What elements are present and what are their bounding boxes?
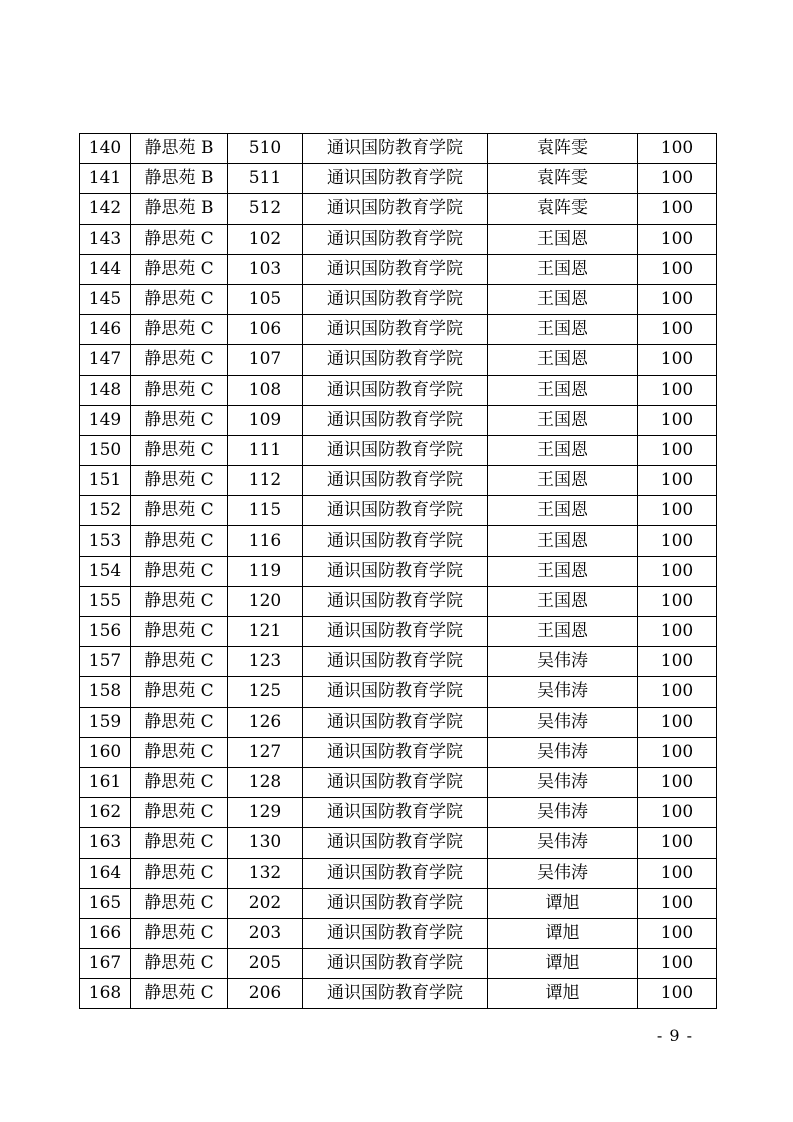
table-row	[80, 556, 717, 586]
person-cell: 王国恩	[488, 284, 638, 314]
college-cell: 通识国防教育学院	[303, 194, 488, 224]
room-number-cell: 203	[228, 918, 303, 948]
row-index-cell: 145	[80, 284, 131, 314]
person-cell: 吴伟涛	[488, 737, 638, 767]
score-cell: 100	[638, 767, 717, 797]
table-row	[80, 949, 717, 979]
row-index-cell: 164	[80, 858, 131, 888]
table-row	[80, 496, 717, 526]
row-index-cell: 157	[80, 647, 131, 677]
row-index-cell: 159	[80, 707, 131, 737]
college-cell: 通识国防教育学院	[303, 888, 488, 918]
person-cell: 王国恩	[488, 224, 638, 254]
building-cell: 静思苑 C	[131, 798, 228, 828]
college-cell: 通识国防教育学院	[303, 979, 488, 1009]
college-cell: 通识国防教育学院	[303, 345, 488, 375]
room-number-cell: 116	[228, 526, 303, 556]
table-row	[80, 888, 717, 918]
building-cell: 静思苑 C	[131, 284, 228, 314]
college-cell: 通识国防教育学院	[303, 617, 488, 647]
person-cell: 袁阵雯	[488, 164, 638, 194]
building-cell: 静思苑 C	[131, 224, 228, 254]
room-number-cell: 202	[228, 888, 303, 918]
row-index-cell: 158	[80, 677, 131, 707]
score-cell: 100	[638, 647, 717, 677]
row-index-cell: 149	[80, 405, 131, 435]
score-cell: 100	[638, 556, 717, 586]
room-number-cell: 112	[228, 466, 303, 496]
building-cell: 静思苑 C	[131, 254, 228, 284]
row-index-cell: 166	[80, 918, 131, 948]
person-cell: 谭旭	[488, 888, 638, 918]
table-body	[80, 134, 717, 1009]
row-index-cell: 161	[80, 767, 131, 797]
table-row	[80, 798, 717, 828]
score-cell: 100	[638, 435, 717, 465]
row-index-cell: 150	[80, 435, 131, 465]
score-cell: 100	[638, 134, 717, 164]
row-index-cell: 148	[80, 375, 131, 405]
score-cell: 100	[638, 375, 717, 405]
score-cell: 100	[638, 224, 717, 254]
college-cell: 通识国防教育学院	[303, 858, 488, 888]
room-number-cell: 102	[228, 224, 303, 254]
person-cell: 袁阵雯	[488, 194, 638, 224]
table-row	[80, 345, 717, 375]
college-cell: 通识国防教育学院	[303, 586, 488, 616]
score-cell: 100	[638, 526, 717, 556]
table-row	[80, 918, 717, 948]
person-cell: 吴伟涛	[488, 647, 638, 677]
table-row	[80, 647, 717, 677]
score-cell: 100	[638, 284, 717, 314]
room-number-cell: 120	[228, 586, 303, 616]
college-cell: 通识国防教育学院	[303, 496, 488, 526]
building-cell: 静思苑 C	[131, 617, 228, 647]
building-cell: 静思苑 C	[131, 345, 228, 375]
building-cell: 静思苑 C	[131, 949, 228, 979]
score-cell: 100	[638, 254, 717, 284]
building-cell: 静思苑 C	[131, 828, 228, 858]
table-row	[80, 375, 717, 405]
score-cell: 100	[638, 164, 717, 194]
room-number-cell: 111	[228, 435, 303, 465]
row-index-cell: 154	[80, 556, 131, 586]
row-index-cell: 165	[80, 888, 131, 918]
building-cell: 静思苑 C	[131, 647, 228, 677]
college-cell: 通识国防教育学院	[303, 224, 488, 254]
person-cell: 王国恩	[488, 617, 638, 647]
college-cell: 通识国防教育学院	[303, 798, 488, 828]
person-cell: 王国恩	[488, 345, 638, 375]
room-number-cell: 121	[228, 617, 303, 647]
score-cell: 100	[638, 586, 717, 616]
table-row	[80, 405, 717, 435]
score-cell: 100	[638, 918, 717, 948]
row-index-cell: 144	[80, 254, 131, 284]
score-cell: 100	[638, 828, 717, 858]
building-cell: 静思苑 C	[131, 979, 228, 1009]
college-cell: 通识国防教育学院	[303, 918, 488, 948]
building-cell: 静思苑 C	[131, 707, 228, 737]
college-cell: 通识国防教育学院	[303, 134, 488, 164]
table-row	[80, 254, 717, 284]
row-index-cell: 147	[80, 345, 131, 375]
person-cell: 袁阵雯	[488, 134, 638, 164]
person-cell: 王国恩	[488, 586, 638, 616]
college-cell: 通识国防教育学院	[303, 677, 488, 707]
table-row	[80, 586, 717, 616]
room-number-cell: 119	[228, 556, 303, 586]
person-cell: 王国恩	[488, 435, 638, 465]
person-cell: 王国恩	[488, 315, 638, 345]
college-cell: 通识国防教育学院	[303, 828, 488, 858]
score-cell: 100	[638, 798, 717, 828]
person-cell: 吴伟涛	[488, 858, 638, 888]
person-cell: 吴伟涛	[488, 707, 638, 737]
row-index-cell: 167	[80, 949, 131, 979]
building-cell: 静思苑 C	[131, 918, 228, 948]
row-index-cell: 168	[80, 979, 131, 1009]
row-index-cell: 152	[80, 496, 131, 526]
room-number-cell: 130	[228, 828, 303, 858]
row-index-cell: 160	[80, 737, 131, 767]
person-cell: 吴伟涛	[488, 677, 638, 707]
college-cell: 通识国防教育学院	[303, 164, 488, 194]
score-cell: 100	[638, 707, 717, 737]
person-cell: 吴伟涛	[488, 798, 638, 828]
room-number-cell: 109	[228, 405, 303, 435]
college-cell: 通识国防教育学院	[303, 526, 488, 556]
room-number-cell: 115	[228, 496, 303, 526]
person-cell: 王国恩	[488, 526, 638, 556]
score-cell: 100	[638, 617, 717, 647]
score-cell: 100	[638, 315, 717, 345]
score-cell: 100	[638, 345, 717, 375]
person-cell: 吴伟涛	[488, 828, 638, 858]
row-index-cell: 156	[80, 617, 131, 647]
person-cell: 王国恩	[488, 375, 638, 405]
building-cell: 静思苑 C	[131, 405, 228, 435]
college-cell: 通识国防教育学院	[303, 737, 488, 767]
person-cell: 王国恩	[488, 405, 638, 435]
college-cell: 通识国防教育学院	[303, 767, 488, 797]
data-table	[79, 133, 717, 1009]
score-cell: 100	[638, 979, 717, 1009]
row-index-cell: 163	[80, 828, 131, 858]
building-cell: 静思苑 C	[131, 496, 228, 526]
building-cell: 静思苑 C	[131, 375, 228, 405]
room-number-cell: 206	[228, 979, 303, 1009]
building-cell: 静思苑 C	[131, 556, 228, 586]
person-cell: 谭旭	[488, 918, 638, 948]
college-cell: 通识国防教育学院	[303, 405, 488, 435]
building-cell: 静思苑 C	[131, 888, 228, 918]
table-row	[80, 466, 717, 496]
room-number-cell: 103	[228, 254, 303, 284]
college-cell: 通识国防教育学院	[303, 707, 488, 737]
building-cell: 静思苑 C	[131, 526, 228, 556]
room-number-cell: 129	[228, 798, 303, 828]
row-index-cell: 142	[80, 194, 131, 224]
person-cell: 谭旭	[488, 949, 638, 979]
row-index-cell: 141	[80, 164, 131, 194]
college-cell: 通识国防教育学院	[303, 435, 488, 465]
table-row	[80, 526, 717, 556]
table-row	[80, 828, 717, 858]
college-cell: 通识国防教育学院	[303, 949, 488, 979]
score-cell: 100	[638, 737, 717, 767]
college-cell: 通识国防教育学院	[303, 315, 488, 345]
table-row	[80, 858, 717, 888]
room-number-cell: 126	[228, 707, 303, 737]
building-cell: 静思苑 C	[131, 315, 228, 345]
row-index-cell: 151	[80, 466, 131, 496]
building-cell: 静思苑 B	[131, 164, 228, 194]
score-cell: 100	[638, 858, 717, 888]
score-cell: 100	[638, 949, 717, 979]
building-cell: 静思苑 B	[131, 134, 228, 164]
table-row	[80, 435, 717, 465]
table-row	[80, 767, 717, 797]
building-cell: 静思苑 C	[131, 435, 228, 465]
college-cell: 通识国防教育学院	[303, 647, 488, 677]
row-index-cell: 155	[80, 586, 131, 616]
room-number-cell: 132	[228, 858, 303, 888]
person-cell: 王国恩	[488, 496, 638, 526]
room-number-cell: 127	[228, 737, 303, 767]
room-number-cell: 510	[228, 134, 303, 164]
table-row	[80, 284, 717, 314]
building-cell: 静思苑 C	[131, 677, 228, 707]
score-cell: 100	[638, 888, 717, 918]
person-cell: 王国恩	[488, 254, 638, 284]
college-cell: 通识国防教育学院	[303, 556, 488, 586]
table-row	[80, 737, 717, 767]
building-cell: 静思苑 C	[131, 737, 228, 767]
table-row	[80, 707, 717, 737]
score-cell: 100	[638, 496, 717, 526]
college-cell: 通识国防教育学院	[303, 284, 488, 314]
table-row	[80, 677, 717, 707]
table-row	[80, 224, 717, 254]
person-cell: 吴伟涛	[488, 767, 638, 797]
score-cell: 100	[638, 194, 717, 224]
row-index-cell: 143	[80, 224, 131, 254]
building-cell: 静思苑 C	[131, 858, 228, 888]
row-index-cell: 153	[80, 526, 131, 556]
room-number-cell: 128	[228, 767, 303, 797]
college-cell: 通识国防教育学院	[303, 375, 488, 405]
room-number-cell: 105	[228, 284, 303, 314]
table-row	[80, 979, 717, 1009]
room-number-cell: 511	[228, 164, 303, 194]
score-cell: 100	[638, 466, 717, 496]
table-row	[80, 617, 717, 647]
table-row	[80, 315, 717, 345]
building-cell: 静思苑 B	[131, 194, 228, 224]
room-number-cell: 106	[228, 315, 303, 345]
room-number-cell: 123	[228, 647, 303, 677]
row-index-cell: 140	[80, 134, 131, 164]
college-cell: 通识国防教育学院	[303, 466, 488, 496]
building-cell: 静思苑 C	[131, 767, 228, 797]
row-index-cell: 146	[80, 315, 131, 345]
page-number: - 9 -	[656, 1026, 694, 1045]
room-number-cell: 108	[228, 375, 303, 405]
building-cell: 静思苑 C	[131, 466, 228, 496]
person-cell: 王国恩	[488, 466, 638, 496]
room-number-cell: 107	[228, 345, 303, 375]
building-cell: 静思苑 C	[131, 586, 228, 616]
score-cell: 100	[638, 677, 717, 707]
room-number-cell: 125	[228, 677, 303, 707]
person-cell: 谭旭	[488, 979, 638, 1009]
table-row	[80, 164, 717, 194]
room-number-cell: 205	[228, 949, 303, 979]
row-index-cell: 162	[80, 798, 131, 828]
college-cell: 通识国防教育学院	[303, 254, 488, 284]
table-row	[80, 134, 717, 164]
room-number-cell: 512	[228, 194, 303, 224]
person-cell: 王国恩	[488, 556, 638, 586]
score-cell: 100	[638, 405, 717, 435]
table-row	[80, 194, 717, 224]
